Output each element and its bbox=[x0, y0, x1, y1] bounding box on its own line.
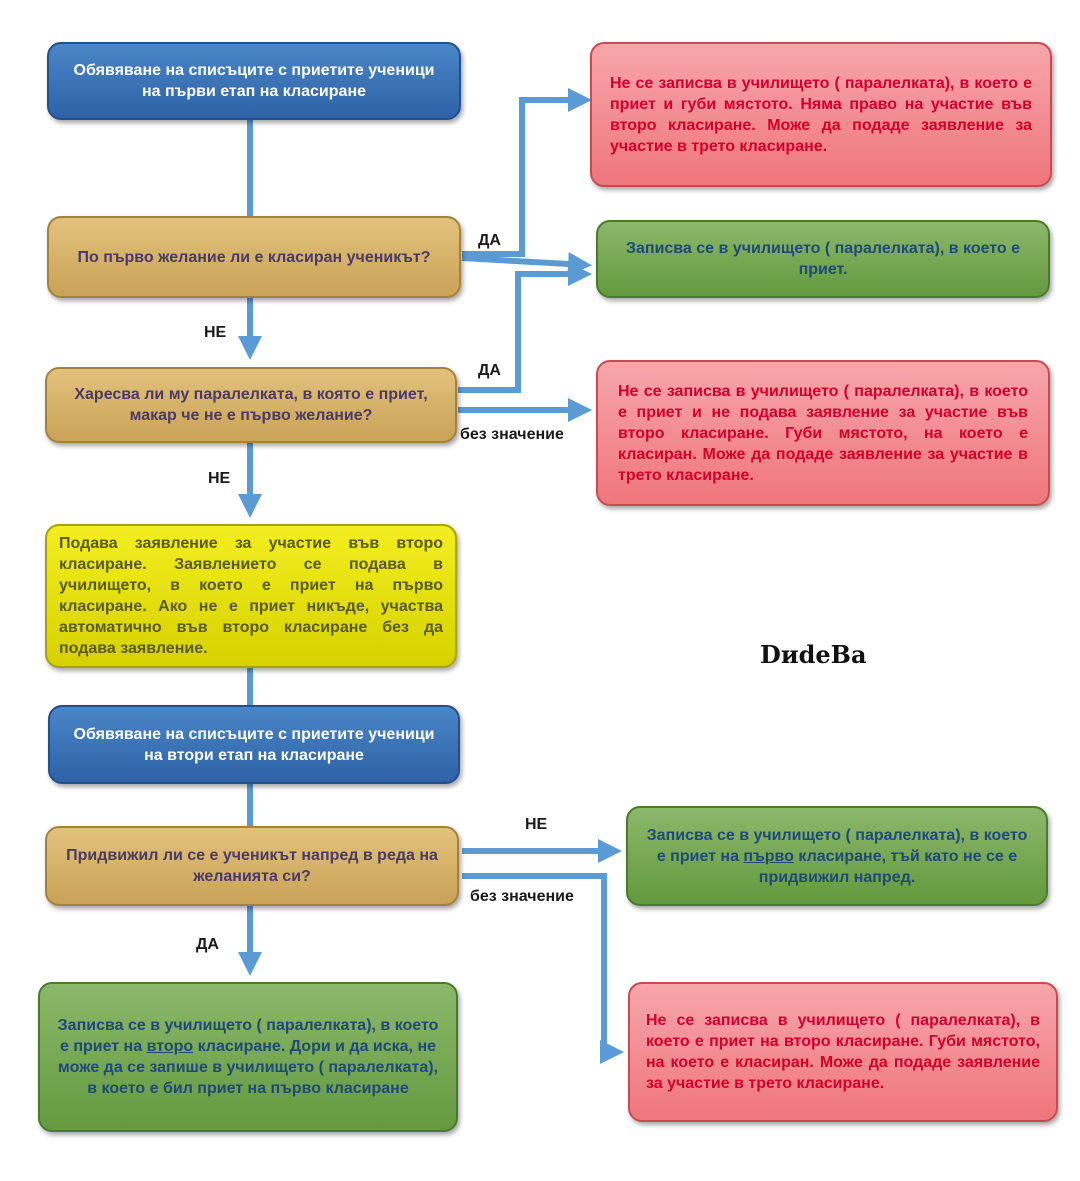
apply-second-stage-box bbox=[45, 524, 457, 668]
connector-q1-yes-to-red1 bbox=[462, 100, 586, 254]
green-second-stage-box bbox=[38, 982, 458, 1132]
label-yes-first: ДА bbox=[478, 232, 501, 249]
red-not-enrolled-first-text: Не се записва в училището ( паралелката), в което е приет и губи мястото. Няма право на участие във второ класиране. Може да подаде заявление за участие в трето класиране. bbox=[610, 74, 1032, 155]
underlined-second: второ bbox=[146, 1038, 194, 1055]
announce-first-stage-box bbox=[47, 42, 461, 120]
red-not-enrolled-first-box bbox=[590, 42, 1052, 187]
question-moved-forward-box bbox=[45, 826, 459, 906]
label-no-first: НЕ bbox=[204, 324, 227, 341]
question-moved-forward-text: Придвижил ли се е ученикът напред в реда на желанията си? bbox=[66, 847, 438, 885]
label-no-third: НЕ bbox=[525, 816, 548, 833]
announce-first-stage-text: Обявяване на списъците с приетите ученици на първи етап на класиране bbox=[73, 62, 435, 100]
red-not-enrolled-third-box bbox=[628, 982, 1058, 1122]
connector-q1-yes-to-green bbox=[462, 258, 586, 265]
green-first-stage-text: Записва се в училището ( паралелката), в което е приет на първо класиране, тъй като не се е придвижил напред. bbox=[646, 826, 1028, 886]
announce-second-stage-text: Обявяване на списъците с приетите ученици на втори етап на класиране bbox=[73, 725, 435, 764]
label-irrelevant-second: без значение bbox=[470, 888, 574, 905]
green-enrolls-text: Записва се в училището ( паралелката), в което е приет. bbox=[625, 240, 1021, 278]
question-first-wish-text: По първо желание ли е класиран ученикът? bbox=[77, 248, 431, 266]
red-not-enrolled-second-text: Не се записва в училището ( паралелката), в което е приет и не подава заявление за участие във второ класиране. Губи мястото, на което е класиран. Може да подаде заявление за участие в трето класиране. bbox=[618, 382, 1028, 484]
green-first-stage-box bbox=[626, 806, 1048, 906]
question-likes-class-text: Харесва ли му паралелката, в която е приет, макар че не е първо желание? bbox=[74, 386, 428, 424]
announce-second-stage-box bbox=[48, 705, 460, 784]
question-likes-class-box bbox=[45, 367, 457, 443]
apply-second-stage-text: Подава заявление за участие във второ класиране. Заявлението се подава в училището, в което е приет на първо класиране. Ако не е приет никъде, участва автоматично във второ класиране без да подава заявление. bbox=[59, 535, 443, 657]
label-no-second: НЕ bbox=[208, 470, 231, 487]
label-irrelevant-first: без значение bbox=[460, 426, 564, 443]
author-signature: DиdeBa bbox=[760, 640, 867, 669]
underlined-first: първо bbox=[743, 847, 794, 865]
label-yes-second: ДА bbox=[478, 362, 501, 379]
red-not-enrolled-third-text: Не се записва в училището ( паралелката), в което е приет на второ класиране. Губи мястото, на което е класиран. Може да подаде заявление за участие в трето класиране. bbox=[646, 1012, 1040, 1092]
label-yes-third: ДА bbox=[196, 936, 219, 953]
red-not-enrolled-second-box bbox=[596, 360, 1050, 506]
green-second-stage-text: Записва се в училището ( паралелката), в което е приет на второ класиране. Дори и да иска, не може да се запише в училището ( паралелката), в което е бил приет на първо класиране bbox=[57, 1017, 439, 1097]
question-first-wish-box bbox=[47, 216, 461, 298]
green-enrolls-box bbox=[596, 220, 1050, 298]
